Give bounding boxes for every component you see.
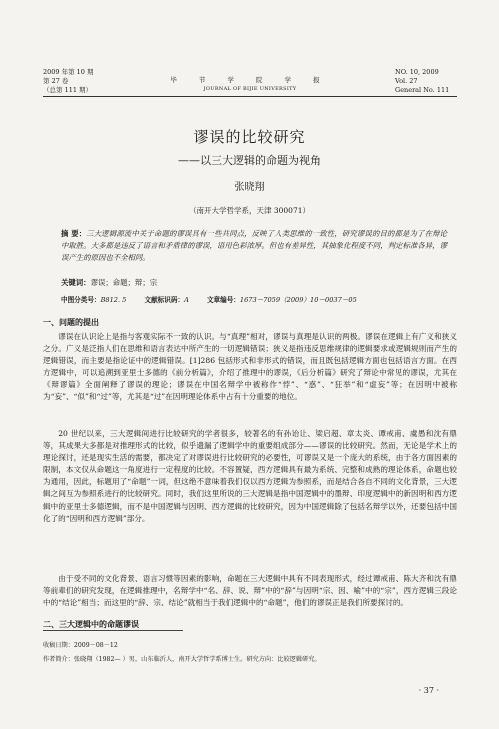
header-issue-line: 2009 年第 10 期: [43, 68, 94, 76]
clc-article-value: 1673－7059（2009）10－0037－05: [239, 296, 357, 304]
clc-class: [61, 296, 126, 304]
section-heading-2: 二、三大逻辑中的命题谬误: [43, 619, 139, 629]
paper-title: 谬误的比较研究: [193, 128, 306, 146]
clc-class-value: B812. 5: [100, 296, 127, 304]
header-volume-line: 第 27 卷: [43, 77, 69, 85]
paper-author: 张晓翔: [234, 182, 265, 193]
paragraph-2: 20 世纪以来，三大逻辑间进行比较研究的学者很多，较著名的有孙诒让、梁启超、章太炎、谭戒甫、虞愚和沈有鼎等，其成果大多都是对推理形式的比较，似乎遗漏了逻辑学中的重要组成部分——谬误的比较研究。然而，无论是学术上的理论探讨，还是现实生活的需要，都决定了对谬误进行比较研究的必要性，可谬误又是一个庞大的系统，由于各方面因素的限制，本文仅从命题这一角度进行一定程度的比较。不容置疑，西方逻辑具有最为系统、完整和成熟的理论体系，命题也较为通用，因此，标题用了“命题”一词，但这绝不意味着我们仅以西方逻辑为参照系，而是结合各自不同的文化背景，三大逻辑之间互为参照系进行的比较研究。同时，我们这里所说的三大逻辑是指中国逻辑中的墨辩、印度逻辑中的新因明和西方逻辑中的亚里士多德逻辑，而不是中国逻辑与因明、西方逻辑的比较研究，因为中国逻辑除了包括名辩学以外，还要包括中国化了的“因明和西方逻辑”部分。: [43, 429, 457, 523]
header-no-line: NO. 10, 2009: [395, 68, 439, 76]
clc-doc: [145, 296, 189, 304]
header-rule: [43, 96, 457, 97]
classification-line: [61, 294, 373, 304]
paper-affiliation: （南开大学哲学系，天津 300071）: [188, 206, 310, 215]
journal-name-en: JOURNAL OF BIJIE UNIVERSITY: [203, 86, 297, 92]
journal-name-cn: 毕 节 学 院 学 报: [170, 76, 330, 84]
clc-article-label: 文章编号：: [206, 296, 240, 304]
clc-doc-value: A: [184, 296, 189, 304]
abstract-label: 摘 要：: [61, 229, 87, 238]
abstract: [61, 228, 447, 265]
header-general-line: General No. 111: [395, 86, 450, 94]
header-vol-line: Vol. 27: [395, 77, 418, 85]
clc-class-label: 中图分类号：: [61, 296, 101, 304]
clc-article: [207, 296, 357, 304]
paper-subtitle: ——以三大逻辑的命题为视角: [178, 154, 321, 167]
footnote-author-bio: 作者简介：张晓翔（1982— ）男，山东临沂人，南开大学哲学系博士生。研究方向：比较逻辑研究。: [43, 656, 321, 663]
keywords-label: 关键词：: [61, 278, 91, 287]
footnote-rule: [43, 630, 183, 631]
paragraph-1: 谬误在认识论上是指与客观实际不一致的认识。与“真理”相对，谬误与真理是认识的两极。谬误在逻辑上有广义和狭义之分。广义是泛指人们在思维和语言表达中所产生的一切逻辑错误；狭义是指违反思维规律的逻辑要求或逻辑规则而产生的逻辑错误，而主要是指论证中的逻辑错误。[1]286 包括形式和非形式的错误，而且既包括逻辑方面也包括语言方面。在西方逻辑中，可以追溯到亚里士多德的《前分析篇》，介绍了推理中的谬误，《后分析篇》研究了辩论中常见的谬误，尤其在《辩谬篇》全面阐释了谬误的理论；谬误在中国名辩学中被称作“悖”、“惑”、“狂举”和“虚妄”等；在因明中被称为“妄”、“似”和“过”等，尤其是“过”在因明理论体系中占有十分重要的地位。: [43, 332, 457, 402]
keywords-text: 谬误；命题；辩；宗: [90, 278, 158, 287]
paragraph-3: 由于受不同的文化背景、语言习惯等因素的影响，命题在三大逻辑中具有不同表现形式，经过谭戒甫、陈大齐和沈有鼎等前辈们的研究发现，在逻辑推理中，名辩学中“名、辞、说、辩”中的“辞”与因明“宗、因、喻”中的“宗”，西方逻辑三段论中的“结论”相当；而这里的“辞、宗、结论”就相当于我们逻辑中的“命题”，他们的谬误正是我们所要探讨的。: [43, 574, 457, 608]
header-issue-info: [43, 68, 94, 95]
footnote-received: 收稿日期：2009－08－12: [43, 642, 118, 649]
clc-doc-label: 文献标识码：: [144, 296, 185, 304]
header-issue-info-en: [395, 68, 457, 95]
header-journal-name: [150, 76, 350, 94]
abstract-text: 三大逻辑源流中关于命题的谬误具有一些共同点，反映了人类思维的一致性，研究谬误的目的都是为了在辩论中取胜。大多都是违反了语言和矛盾律的谬误，语用色彩浓厚。但也有差异性，其抽象化程度不同，判定标准各异，谬误产生的原因也不全相同。: [61, 229, 447, 263]
header-total-line: （总第 111 期）: [43, 86, 93, 94]
page-number: · 37 ·: [418, 686, 439, 695]
keywords: [61, 277, 157, 288]
section-heading-1: 一、问题的提出: [43, 317, 99, 327]
